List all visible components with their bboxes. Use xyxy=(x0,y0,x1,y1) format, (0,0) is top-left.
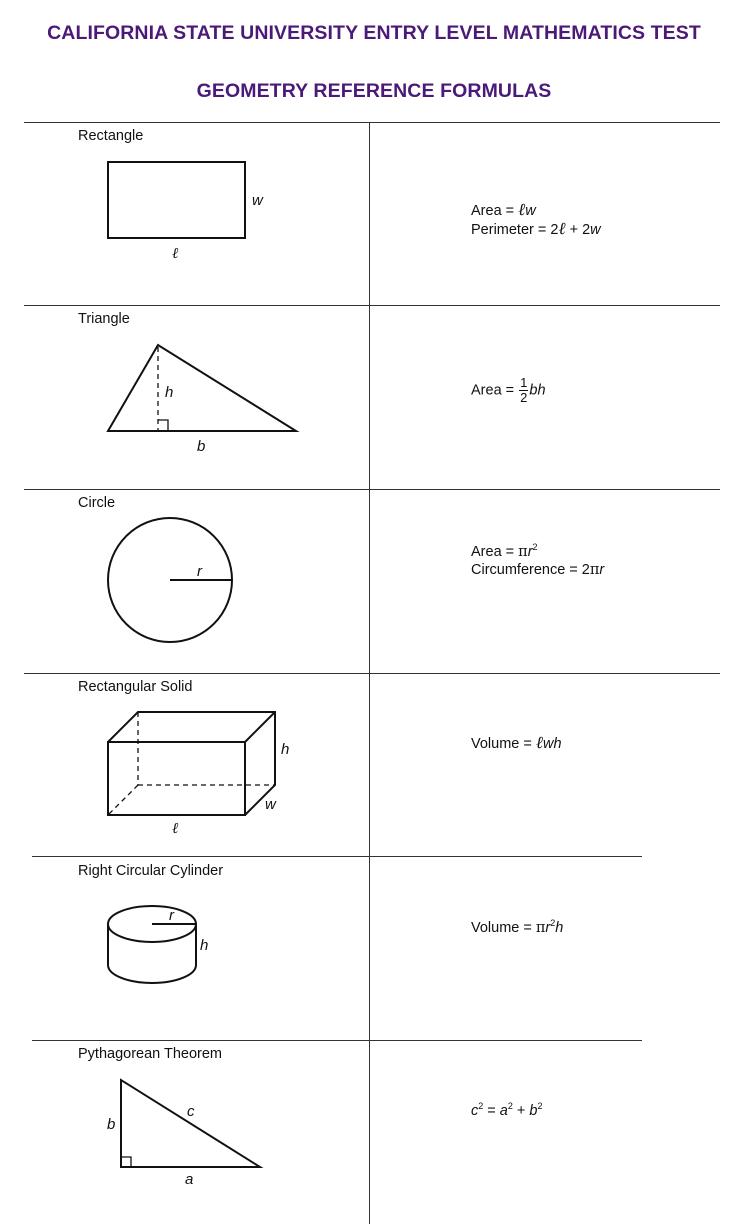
cylinder-figure xyxy=(108,906,196,983)
section-label-cylinder: Right Circular Cylinder xyxy=(78,863,224,879)
rect-solid-w-label: w xyxy=(265,796,276,813)
rectangle-area-formula: Area = ℓw xyxy=(471,200,536,220)
triangle-h-label: h xyxy=(165,384,174,401)
rectangle-w-label: w xyxy=(252,192,263,209)
cylinder-r-label: r xyxy=(169,907,174,924)
rectangle-perimeter-formula: Perimeter = 2ℓ + 2w xyxy=(471,219,601,239)
circle-figure xyxy=(108,518,232,642)
cylinder-volume-formula: Volume = $\pi r^2h$ xyxy=(471,918,564,936)
pythagorean-formula: $c^2 = a^2 + b^2$ xyxy=(471,1101,543,1119)
pyth-b-label: b xyxy=(107,1116,116,1133)
rect-solid-figure xyxy=(108,712,275,815)
circle-area-formula: Area = $\pi r^2$ xyxy=(471,542,538,560)
triangle-figure xyxy=(108,345,296,431)
triangle-b-label: b xyxy=(197,438,206,455)
right-triangle-figure xyxy=(121,1080,260,1167)
section-label-pythagorean: Pythagorean Theorem xyxy=(78,1046,223,1062)
page-subtitle: GEOMETRY REFERENCE FORMULAS xyxy=(196,80,552,102)
one-half-fraction: $\frac{1}{2}$ xyxy=(520,375,528,405)
section-label-rect-solid: Rectangular Solid xyxy=(78,679,193,695)
section-label-circle: Circle xyxy=(78,495,116,511)
rectangle-figure xyxy=(108,162,245,238)
circle-r-label: r xyxy=(197,563,202,580)
cylinder-h-label: h xyxy=(200,937,209,954)
pyth-c-label: c xyxy=(187,1103,195,1120)
page-title: CALIFORNIA STATE UNIVERSITY ENTRY LEVEL MATHEMATICS TEST xyxy=(47,22,701,44)
rectangle-formulas xyxy=(471,201,601,239)
circle-circumference-formula: Circumference = 2πr xyxy=(471,562,605,578)
circle-formulas xyxy=(471,543,604,579)
pyth-a-label: a xyxy=(185,1171,194,1188)
rectangle-l-label: ℓ xyxy=(172,244,179,262)
section-label-triangle: Triangle xyxy=(78,311,130,327)
rect-solid-volume-formula: Volume = ℓwh xyxy=(471,733,562,753)
rect-solid-l-label: ℓ xyxy=(172,819,179,837)
section-label-rectangle: Rectangle xyxy=(78,128,144,144)
rect-solid-h-label: h xyxy=(281,741,290,758)
triangle-area-formula: Area = $\frac{1}{2}$ bh xyxy=(471,375,546,405)
